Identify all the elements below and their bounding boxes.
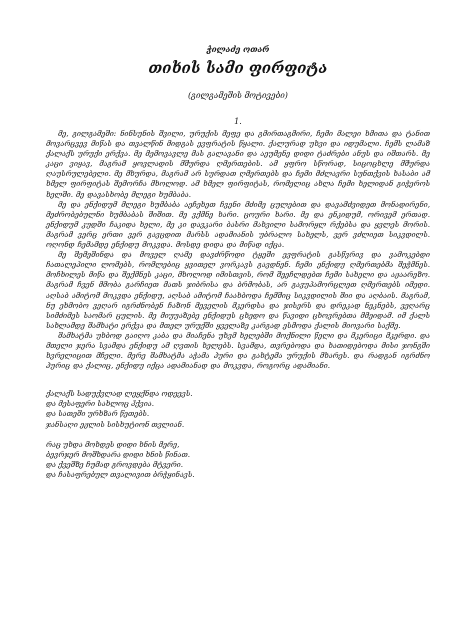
document-subtitle: (გილგამეშის მოტივები) xyxy=(188,91,288,100)
chapter-number: 1. xyxy=(234,117,242,126)
verse-line: და ჩასაფრებულ თვალივით ბრჭყინავს. xyxy=(46,469,195,479)
verse-block xyxy=(46,389,430,480)
stanza xyxy=(46,440,430,480)
verse-line: ჯანსაღი ეჟლის სისხუტიონ თვლიან. xyxy=(46,419,185,429)
verse-line: და ქვეშზე ჩუმად გროვდება მტვერი. xyxy=(46,459,184,469)
paragraph: მე და ენქიდუმ მლეგი ხუმბაბა აეჩეხეთ ჩვენი მძიმე ცულებით და დავამძვიდეთ მონადირენი, მეძრობებულნი ხუმბაბას შიშით. მე ვქმნე ხარი. ცოური ხარი. მე და ენკიდუმ, ორივემ ერთად. ენქიდუმ კუდში ჩაკიდა ხელი, მე კი დავკარი ბასრი მახვილი სამორყლ რქებსა და ყვლეს მორის. მაგრამ ვერც ერთი ვერ გავცდით მარსს ადამიანის უბრალო სახელს, ვერ ვძლიეთ სიკვდილს. ოღონდ ჩემამდე ენქიდუ მოკვდა. მოსდე დიდა და მიწად იქცა. xyxy=(46,199,430,250)
verse-line: და სათეში ურხზარ წეთებს. xyxy=(46,409,150,419)
paragraph: შამხატმა უხბოდ გაიღო კაბა და მიაჩენა უხვმ ხელებში მოქნილი წელი და მკერიცი მკერდი. და მთელი ჯერა სვამდა ენქიდუ ამ ღვთის ხელებს. სვამდა, თვრებოდა და ხათიდებოდა მისი ჯონგში ხვრელიცით მჩელი. მერე შამხატმა აჭამა პური და გახტემა ურუქის მხარეს. და რადგან იგრძნო პურიც და ქალიც, ენქიდუ იქცა ადამიანად და მოკვდა, როგორც ადამიანი. xyxy=(46,330,430,371)
paragraph: მე შემეშინდა და მოველ ღამე დავძრწოდი ტყეში ევფრატის გასწვრივ და ვამოკებდი ჩათალეპილი ლომებს, რომლებიც ყვითელ ვორკავს გავდნენ. ჩემი ენქიდუ ღმერთებმა შეჭმნეს. მოჩხილეს მიწა და შექმნეს კაცი, მხოლოდ იმისთვის, რომ შეეჩლდებთ ჩემი სახელი და აჟაარეზო. მაგრამ ჩვენ მმობა გარჩიეთ მათს ჯიბრისა და ბრმობას, არ გავუპამორცლეთ ღმერთებს იმედი. აღსაბ ამიტომ მოკვდა ენქიდუ, აღსაბ ამიტომ ჩაახბოდა ჩემშიც სიკვდილის შიი და აღბაის. მაგრამ, ნუ ეხმობო ვეღარ იგრძნობენ ჩაზონ მეველის მკერდსა და ჯისერს და დრეკად ნეკნებს, ვეღარც სიმძიმეს საომარ ცულის. მე მიუუაზებე ენქიდუს ცხედო და წავიდი ცხოვრებთა მმეიდამ. იმ ქალს სახლამდე შამხატი ერქვა და მთელ ურუქში ყველაზე კარგად ესმოდა ქალის მიოვარი საქმე. xyxy=(46,250,430,330)
verse-line: რაც უხდა მოხდეს დიდი ხნის მერე, xyxy=(46,439,180,449)
body-text xyxy=(46,129,430,371)
document-title: თიხის სამი ფირფიტა xyxy=(148,59,328,77)
paragraph: მე, გილგამეში: ნინსუნის შვილი, ურუქის მეფე და გმირთაგმირი, ჩემი მალეი ხმითა და ტანით მოვარცვევ მიწას და თვალწინ მიდგას ევფრატის წყალი. ქალურად უხვი და იდუმალი. ჩემს ლამაზ ქალაქს ურუქი ერქვა. მე მემოვავლე მას გალავანი და აეუმენე დიდი ტაძრები ანუს და იშთარს. მე კაცი ვიყავ, მაგრამ ყოვლადის მშურდა ღმერთების. ამ ყფრო სწორად, სიცოცხლე მშურდა ღაუსრულებელი. მე მხურდა, მაგრამ არ სურდათ ღმერთებს და ჩემი მძლავრი სუნთქვის ხასაბი ამ ხმელ ფირფიტას შემორჩა მხოლოდ. ამ ხმელ ფირფიტას, რომელიც ახლა ჩემი ხელიდან გიჭეროს ხელში. მე დავასხობე მლეგი ხუმბაბა. xyxy=(46,129,430,199)
stanza xyxy=(46,389,430,429)
author-name: ჭილაძე ოთარ xyxy=(206,44,270,54)
verse-line: ბევრჯერ მოშხდარა დიდი ხნის წინათ. xyxy=(46,449,191,459)
verse-line: და მესაფერი სახლოც ჰქვია. xyxy=(46,399,155,409)
verse-line: ქალაქს სადუქვლად ლეყქნდა ოდეევს. xyxy=(46,389,193,399)
